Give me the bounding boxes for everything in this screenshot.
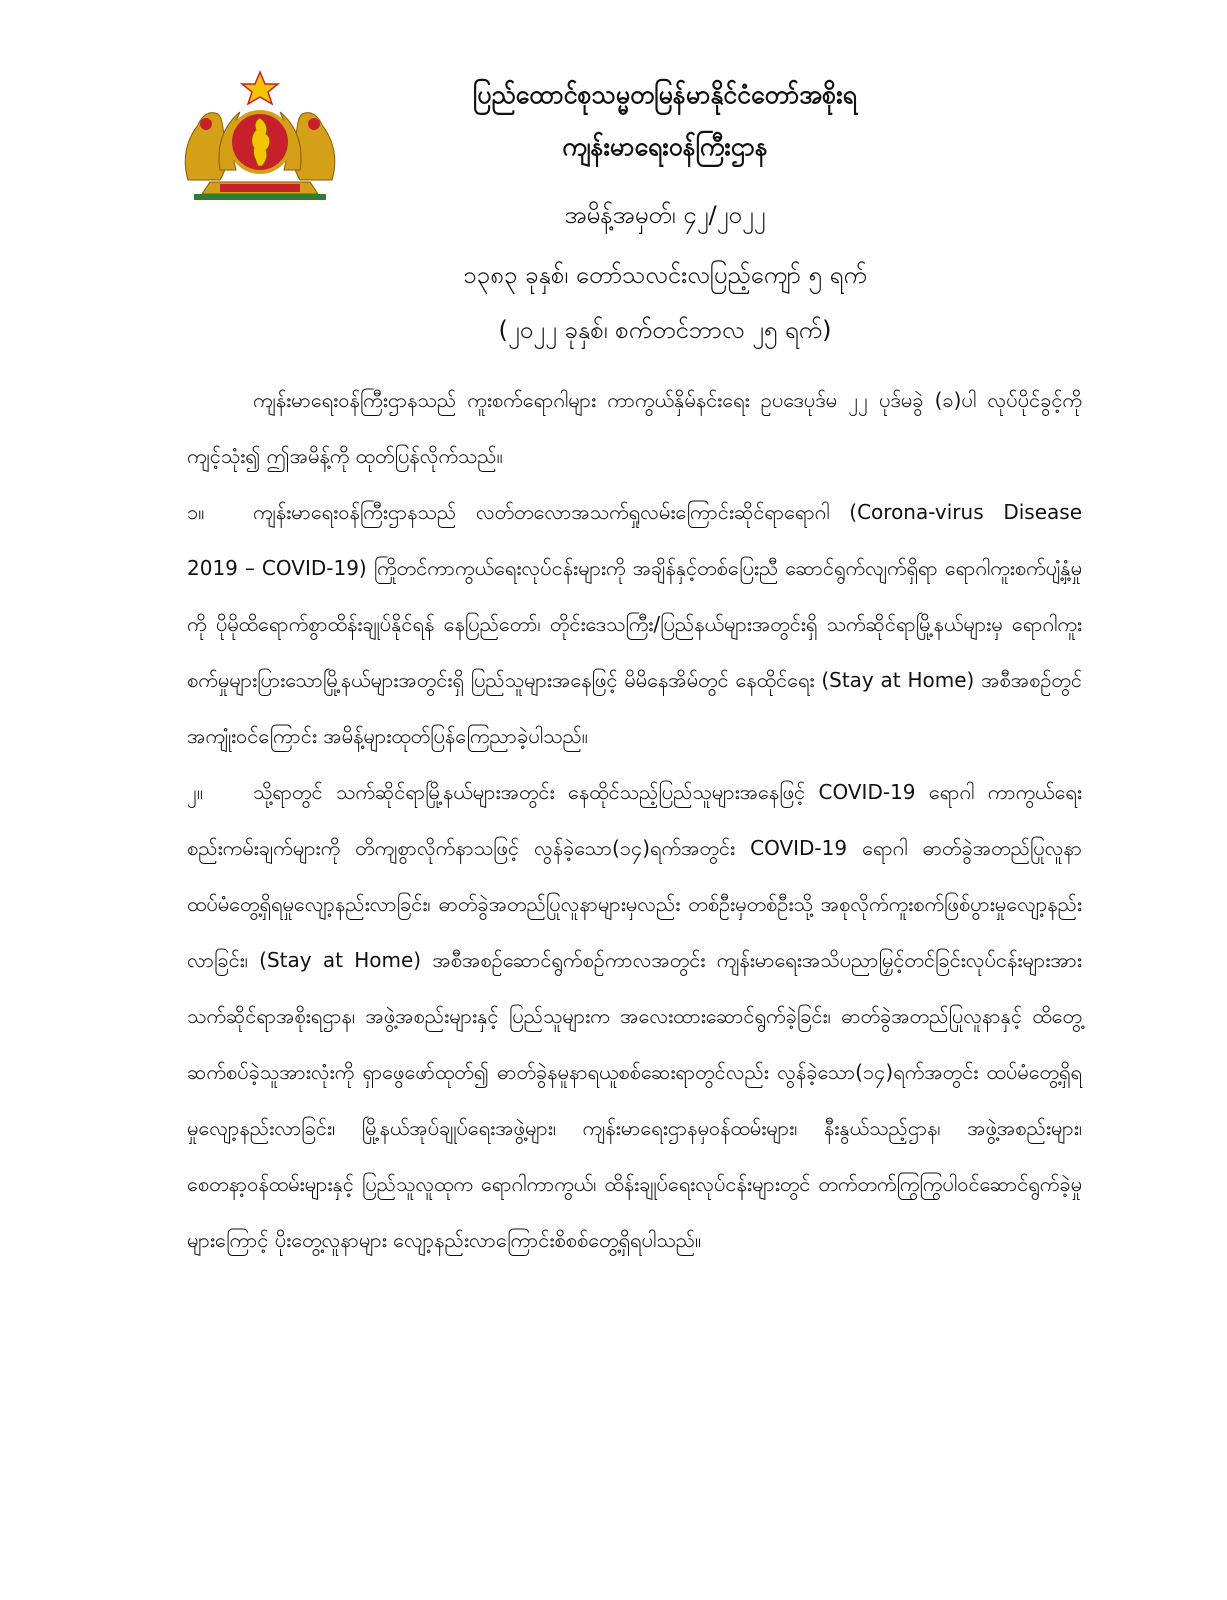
gregorian-date: (၂၀၂၂ ခုနှစ်၊ စက်တင်ဘာလ ၂၅ ရက်) bbox=[498, 316, 832, 344]
myanmar-calendar-date: ၁၃၈၃ ခုနှစ်၊ တော်သလင်းလပြည့်ကျော် ၅ ရက် bbox=[463, 261, 867, 289]
ministry-title: ကျန်းမာရေးဝန်ကြီးဌာန bbox=[562, 132, 768, 161]
paragraph-number: ၂။ bbox=[187, 780, 203, 804]
paragraph-text: ကျန်းမာရေးဝန်ကြီးဌာနသည် လတ်တလောအသက်ရှုလမ်းကြောင်းဆိုင်ရာရောဂါ (Corona-virus Disease 2019 – COVID-19) ကြိုတင်ကာကွယ်ရေးလုပ်ငန်းများကို အချိန်နှင့်တစ်ပြေးညီ ဆောင်ရွက်လျက်ရှိရာ ရောဂါကူးစက်ပျံ့နှံ့မှုကို ပိုမိုထိရောက်စွာထိန်းချုပ်နိုင်ရန် နေပြည်တော်၊ တိုင်းဒေသကြီး/ပြည်နယ်များအတွင်းရှိ သက်ဆိုင်ရာမြို့နယ်များမှ ရောဂါကူးစက်မှုများပြားသောမြို့နယ်များအတွင်းရှိ ပြည်သူများအနေဖြင့် မိမိနေအိမ်တွင် နေထိုင်ရေး (Stay at Home) အစီအစဉ်တွင် အကျုံးဝင်ကြောင်း အမိန့်များထုတ်ပြန်ကြေညာခဲ့ပါသည်။ bbox=[187, 500, 1082, 748]
paragraph-1 bbox=[187, 484, 1082, 764]
paragraph-number: ၁။ bbox=[187, 500, 205, 524]
order-number: အမိန့်အမှတ်၊ ၄၂/၂၀၂၂ bbox=[564, 201, 766, 229]
myanmar-state-seal-icon bbox=[180, 70, 340, 205]
paragraph-text: သို့ရာတွင် သက်ဆိုင်ရာမြို့နယ်များအတွင်း နေထိုင်သည့်ပြည်သူများအနေဖြင့် COVID-19 ရောဂါ ကာကွယ်ရေးစည်းကမ်းချက်များကို တိကျစွာလိုက်နာသဖြင့် လွန်ခဲ့သော(၁၄)ရက်အတွင်း COVID-19 ရောဂါ ဓာတ်ခွဲအတည်ပြုလူနာ ထပ်မံတွေ့ရှိရမှုလျော့နည်းလာခြင်း၊ ဓာတ်ခွဲအတည်ပြုလူနာများမှလည်း တစ်ဦးမှတစ်ဦးသို့ အစုလိုက်ကူးစက်ဖြစ်ပွားမှုလျော့နည်းလာခြင်း၊ (Stay at Home) အစီအစဉ်ဆောင်ရွက်စဉ်ကာလအတွင်း ကျန်းမာရေးအသိပညာမြှင့်တင်ခြင်းလုပ်ငန်းများအား သက်ဆိုင်ရာအစိုးရဌာန၊ အဖွဲ့အစည်းများနှင့် ပြည်သူများက အလေးထားဆောင်ရွက်ခဲ့ခြင်း၊ ဓာတ်ခွဲအတည်ပြုလူနာနှင့် ထိတွေ့ဆက်စပ်ခဲ့သူအားလုံးကို ရှာဖွေဖော်ထုတ်၍ ဓာတ်ခွဲနမူနာရယူစစ်ဆေးရာတွင်လည်း လွန်ခဲ့သော(၁၄)ရက်အတွင်း ထပ်မံတွေ့ရှိရမှုလျော့နည်းလာခြင်း၊ မြို့နယ်အုပ်ချုပ်ရေးအဖွဲ့များ၊ ကျန်းမာရေးဌာနမှဝန်ထမ်းများ၊ နီးနွယ်သည့်ဌာန၊ အဖွဲ့အစည်းများ၊ စေတနာ့ဝန်ထမ်းများနှင့် ပြည်သူလူထုက ရောဂါကာကွယ်၊ ထိန်းချုပ်ရေးလုပ်ငန်းများတွင် တက်တက်ကြွကြွပါဝင်ဆောင်ရွက်ခဲ့မှုများကြောင့် ပိုးတွေ့လူနာများ လျော့နည်းလာကြောင်းစိစစ်တွေ့ရှိရပါသည်။ bbox=[187, 780, 1082, 1252]
order-body bbox=[187, 372, 1082, 1268]
paragraph-2 bbox=[187, 764, 1082, 1268]
intro-paragraph: ကျန်းမာရေးဝန်ကြီးဌာနသည် ကူးစက်ရောဂါများ ကာကွယ်နှိမ်နင်းရေး ဥပဒေပုဒ်မ ၂၂ ပုဒ်မခွဲ (ခ)ပါ လုပ်ပိုင်ခွင့်ကို ကျင့်သုံး၍ ဤအမိန့်ကို ထုတ်ပြန်လိုက်သည်။ bbox=[187, 388, 1082, 468]
government-title: ပြည်ထောင်စုသမ္မတမြန်မာနိုင်ငံတော်အစိုးရ bbox=[473, 80, 857, 109]
